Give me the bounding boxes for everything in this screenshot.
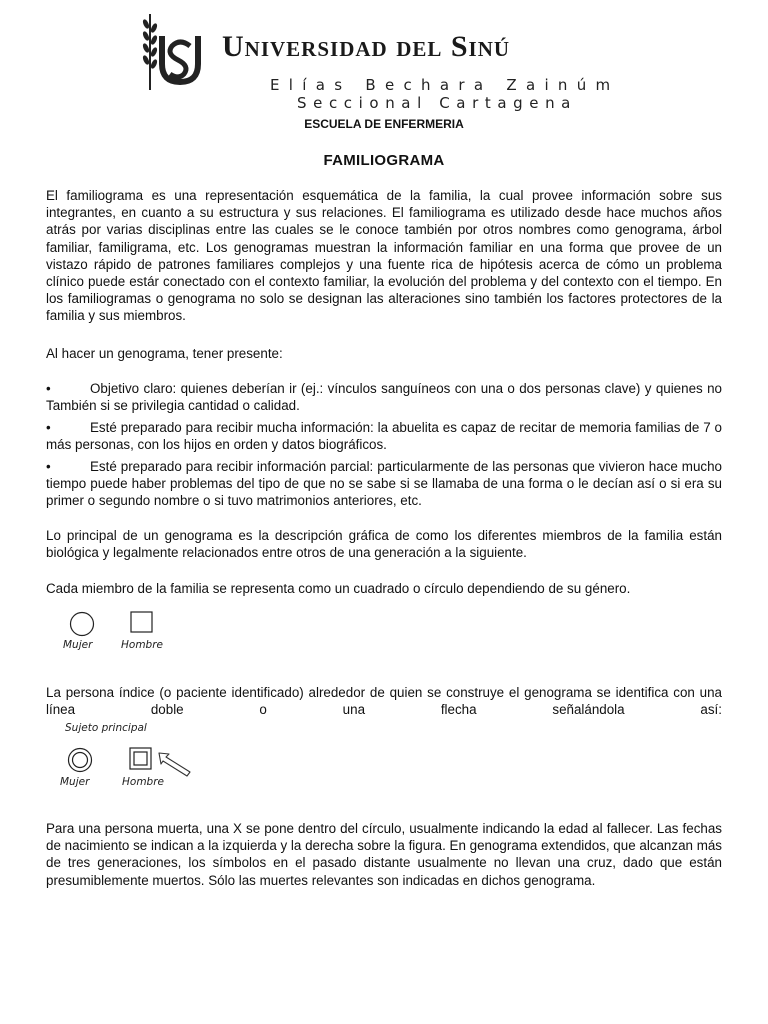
- female-label: Mujer: [60, 776, 90, 788]
- figure-caption: Sujeto principal: [65, 722, 147, 734]
- double-square-male-icon: [128, 746, 154, 772]
- campus-name: Seccional Cartagena: [297, 94, 577, 112]
- paragraph-index-person: La persona índice (o paciente identificado) alrededor de quien se construye el genograma se identifica con una línea doble o una flecha señalándola así:: [46, 685, 722, 718]
- female-label: Mujer: [63, 639, 93, 651]
- bullet-dot: •: [46, 420, 51, 435]
- circle-female-icon: [68, 610, 96, 638]
- institution-name: Universidad del Sinú: [222, 30, 511, 63]
- bullet-item: • Objetivo claro: quienes deberían ir (ej.: vínculos sanguíneos con una o dos personas clave) y quienes no También si se privilegia cantidad o calidad.: [46, 381, 722, 414]
- bullet-item: • Esté preparado para recibir mucha información: la abuelita es capaz de recitar de memoria familias de 7 o más personas, con los hijos en orden y datos biográficos.: [46, 420, 722, 453]
- paragraph-members: Cada miembro de la familia se representa como un cuadrado o círculo dependiendo de su género.: [46, 581, 631, 596]
- institution-subtitle: Elías Bechara Zainúm: [270, 76, 620, 94]
- bullet-dot: •: [46, 459, 51, 474]
- bullet-dot: •: [46, 381, 51, 396]
- square-male-icon: [129, 610, 155, 634]
- figure-gender-symbols: [60, 608, 180, 654]
- double-circle-female-icon: [66, 746, 94, 774]
- male-label: Hombre: [121, 639, 163, 651]
- school-name: ESCUELA DE ENFERMERIA: [304, 117, 464, 131]
- university-logo: [140, 12, 210, 94]
- page-title: FAMILIOGRAMA: [323, 152, 445, 169]
- document-header: [0, 0, 768, 140]
- paragraph-deceased: Para una persona muerta, una X se pone dentro del círculo, usualmente indicando la edad al fallecer. Las fechas de nacimiento se indican a la izquierda y la derecha sobre la figura. En genograma extendidos, que alcanzan más de tres generaciones, los símbolos en el pasado distante usualmente no llevan una cruz, dado que están presumiblemente muertos. Sólo las muertes relevantes son indicadas en dichos genograma.: [46, 821, 722, 888]
- male-label: Hombre: [122, 776, 164, 788]
- paragraph-description: Lo principal de un genograma es la descripción gráfica de como los diferentes miembros de la familia están biológica y legalmente relacionados entre otros de una generación a la siguiente.: [46, 528, 722, 561]
- pointer-arrow-icon: [156, 750, 194, 778]
- paragraph-tips-intro: Al hacer un genograma, tener presente:: [46, 346, 283, 361]
- intro-paragraph: El familiograma es una representación esquemática de la familia, la cual provee información sobre sus integrantes, en cuanto a su estructura y sus relaciones. El familiograma es utilizado desde hace muchos años atrás por varias disciplinas entre las cuales se le conoce también por otros nombres como genograma, árbol familiar, familigrama, etc. Los genogramas muestran la información familiar en una forma que provee de un vistazo rápido de patrones familiares complejos y una fuente rica de hipótesis acerca de cómo un problema clínico puede estár conectado con el contexto familiar, la evolución del problema y del contexto con el tiempo. En los familiogramas o genograma no solo se designan las alteraciones sino también los factores protectores de la familia y sus miembros.: [46, 188, 722, 324]
- bullet-item: • Esté preparado para recibir información parcial: particularmente de las personas que vivieron hace mucho tiempo puede haber problemas del tipo de que no se sabe si se llamaba de una forma o le decían así o si era su primer o segundo nombre o si tuvo matrimonios anteriores, etc.: [46, 459, 722, 509]
- figure-index-person: [58, 722, 198, 792]
